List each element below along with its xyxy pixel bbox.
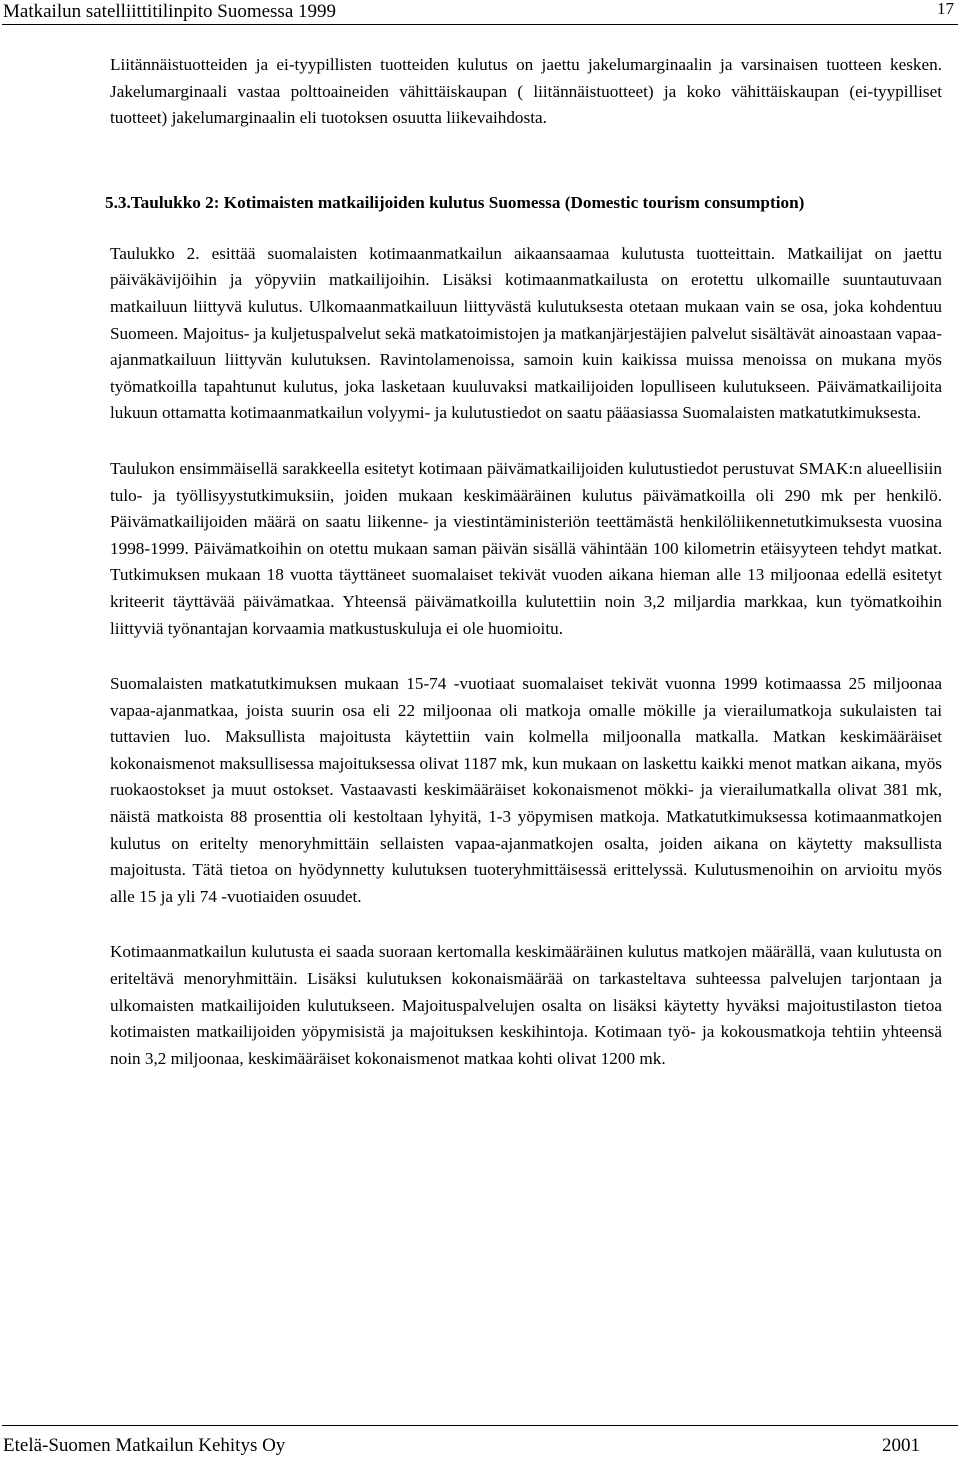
footer-rule xyxy=(2,1425,958,1426)
running-title: Matkailun satelliittitilinpito Suomessa 1999 xyxy=(3,1,337,22)
footer-year: 2001 xyxy=(882,1435,920,1456)
intro-paragraph: Liitännäistuotteiden ja ei-tyypillisten tuotteiden kulutus on jaettu jakelumarginaalin ja varsinaisen tuotteen kesken. Jakelumarginaali vastaa polttoaineiden vähittäiskaupan ( liitännäistuotteet) ja koko vähittäiskaupan (ei-tyypilliset tuotteet) jakelumarginaalin eli tuotoksen osuutta liikevaihdosta. xyxy=(110,55,942,128)
section-heading: 5.3.Taulukko 2: Kotimaisten matkailijoiden kulutus Suomessa (Domestic tourism consumption) xyxy=(105,192,805,212)
page-number: 17 xyxy=(937,0,954,18)
page-footer xyxy=(0,1425,960,1461)
document-body xyxy=(105,52,942,1072)
footer-publisher: Etelä-Suomen Matkailun Kehitys Oy xyxy=(3,1435,286,1456)
header-rule xyxy=(2,24,958,25)
body-paragraph: Suomalaisten matkatutkimuksen mukaan 15-74 -vuotiaat suomalaiset tekivät vuonna 1999 kotimaassa 25 miljoonaa vapaa-ajanmatkaa, joista suurin osa eli 22 miljoonaa oli matkoja omalle mökille ja vierailumatkoja sukulaisten tai tuttavien luo. Maksullista majoitusta käytettiin vain kolmella miljoonalla matkalla. Matkan keskimääräiset kokonaismenot maksullisessa majoituksessa olivat 1187 mk, kun mukaan on laskettu kaikki menot matkan aikana, myös ruokaostokset ja muut ostokset. Vastaavasti keskimääräiset kokonaismenot mökki- ja vierailumatkalla olivat 381 mk, näistä matkoista 88 prosenttia oli kestoltaan lyhyitä, 1-3 yöpymisen matkoja. Matkatutkimuksessa kotimaanmatkojen kulutus on eritelty menoryhmittäin sellaisten vapaa-ajanmatkojen osalta, joiden aikana on käytetty maksullista majoitusta. Tätä tietoa on hyödynnetty kulutuksen tuoteryhmittäisessä erittelyssä. Kulutusmenoihin on arvioitu myös alle 15 ja yli 74 -vuotiaiden osuudet. xyxy=(110,674,942,906)
body-paragraph: Taulukko 2. esittää suomalaisten kotimaanmatkailun aikaansaamaa kulutusta tuotteittain. Matkailijat on jaettu päiväkävijöihin ja yöpyviin matkailijoihin. Lisäksi kotimaanmatkailusta on erotettu ulkomaille suuntautuvaan matkailuun liittyvä kulutus. Ulkomaanmatkailuun liittyvästä kulutuksesta otetaan mukaan vain se osa, joka kohdentuu Suomeen. Majoitus- ja kuljetuspalvelut sekä matkatoimistojen ja matkanjärjestäjien palvelut sisältävät ainoastaan vapaa-ajanmatkailuun liittyvän kulutuksen. Ravintolamenoissa, samoin kuin kaikissa muissa menoissa on mukana myös työmatkoilla tapahtunut kulutus, joka lasketaan kuuluvaksi matkailijoiden lopulliseen kulutukseen. Päivämatkailijoita lukuun ottamatta kotimaanmatkailun volyymi- ja kulutustiedot on saatu pääasiassa Suomalaisten matkatutkimuksesta. xyxy=(110,243,942,423)
body-paragraph: Kotimaanmatkailun kulutusta ei saada suoraan kertomalla keskimääräinen kulutus matkojen määrällä, vaan kulutusta on eriteltävä menoryhmittäin. Lisäksi kulutuksen kokonaismäärää on tarkasteltava suhteessa palvelujen tarjontaan ja ulkomaisten matkailijoiden kulutukseen. Majoituspalvelujen osalta on lisäksi käytetty hyväksi majoitustilaston tietoa kotimaisten matkailijoiden yöpymisistä ja majoituksen keskihintoja. Kotimaan työ- ja kokousmatkoja tehtiin yhteensä noin 3,2 miljoonaa, keskimääräiset kokonaismenot matkaa kohti olivat 1200 mk. xyxy=(110,942,942,1068)
page-header xyxy=(0,0,960,26)
body-paragraph: Taulukon ensimmäisellä sarakkeella esitetyt kotimaan päivämatkailijoiden kulutustiedot perustuvat SMAK:n alueellisiin tulo- ja työllisyystutkimuksiin, joiden mukaan keskimääräinen kulutus päivämatkoilla oli 290 mk per henkilö. Päivämatkailijoiden määrä on saatu liikenne- ja viestintäministeriön teettämästä henkilöliikennetutkimuksesta vuosina 1998-1999. Päivämatkoihin on otettu mukaan saman päivän sisällä vähintään 100 kilometrin etäisyyteen tehdyt matkat. Tutkimuksen mukaan 18 vuotta täyttäneet suomalaiset tekivät vuoden aikana hieman alle 13 miljoonaa edellä esitetyt kriteerit täyttävää päivämatkaa. Yhteensä päivämatkoilla kulutettiin noin 3,2 miljardia markkaa, kun työmatkoihin liittyviä työnantajan korvaamia matkustuskuluja ei ole huomioitu. xyxy=(110,458,942,638)
